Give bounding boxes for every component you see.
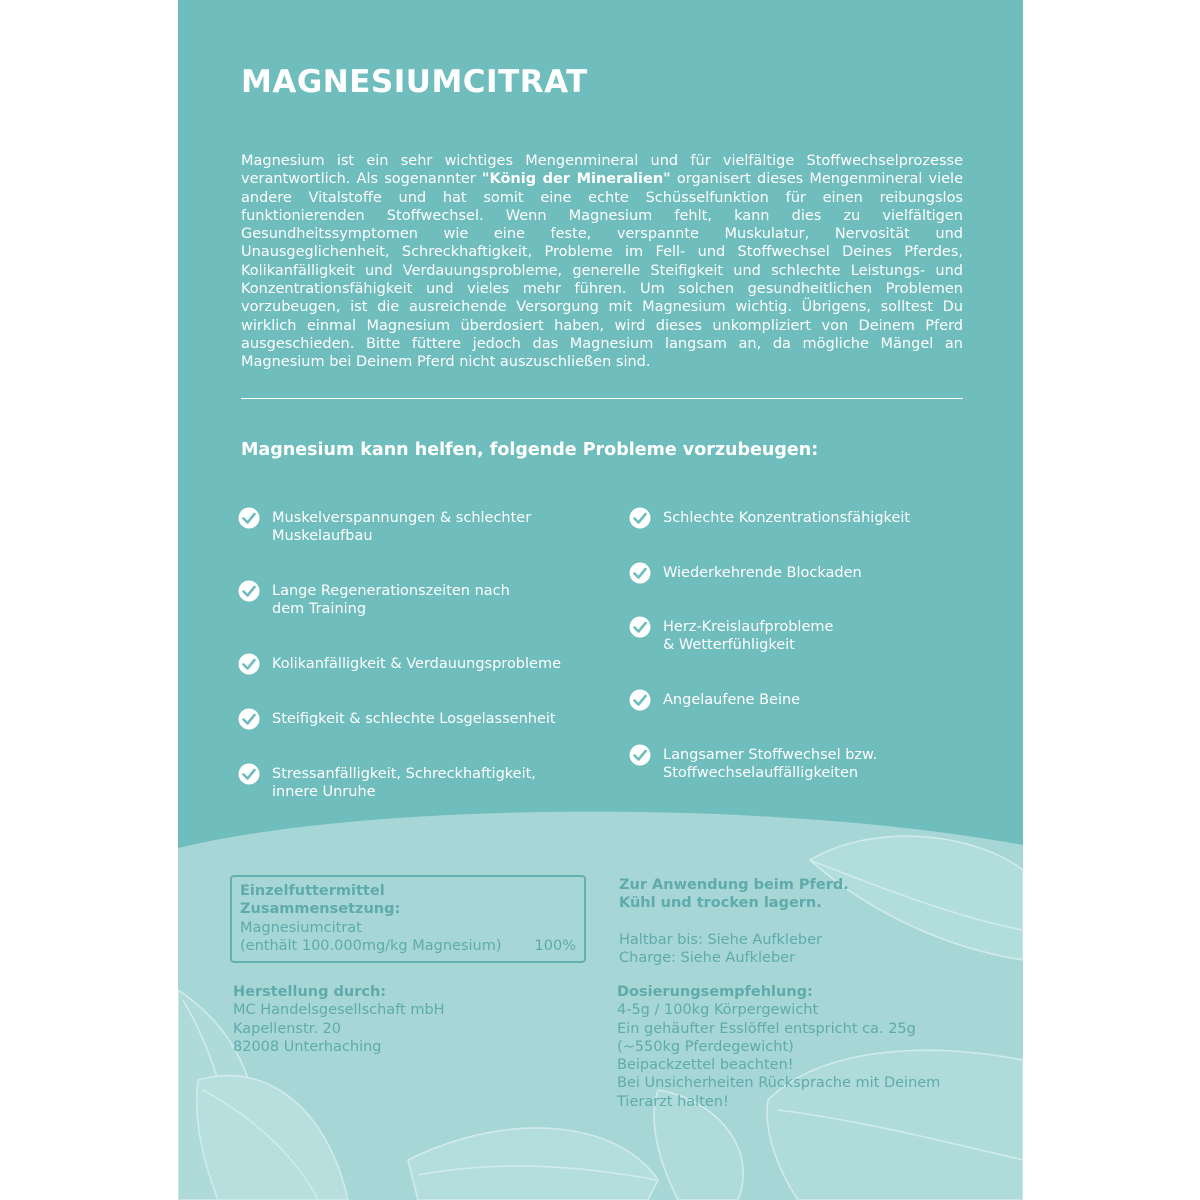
dosage-line: (~550kg Pferdegewicht) <box>617 1038 794 1055</box>
benefit-label: Stressanfälligkeit, Schreckhaftigkeit, innere Unruhe <box>272 766 536 800</box>
benefit-label: Lange Regenerationszeiten nach dem Training <box>272 583 510 617</box>
check-circle-icon <box>238 708 260 730</box>
manufacturer-line: 82008 Unterhaching <box>233 1038 382 1055</box>
product-label-panel <box>178 0 1023 1200</box>
dosage-block <box>617 983 940 1111</box>
check-circle-icon <box>238 507 260 529</box>
benefit-item <box>238 710 568 730</box>
batch-number: Charge: Siehe Aufkleber <box>619 949 796 966</box>
benefits-heading: Magnesium kann helfen, folgende Probleme vorzubeugen: <box>241 440 819 460</box>
composition-heading: Zusammensetzung: <box>240 901 401 918</box>
dosage-line: Bei Unsicherheiten Rücksprache mit Deinem <box>617 1075 941 1092</box>
feed-type: Einzelfuttermittel <box>240 883 385 899</box>
benefit-label: Langsamer Stoffwechsel bzw. Stoffwechselauffälligkeiten <box>663 747 878 781</box>
usage-block <box>619 876 849 967</box>
composition-detail: (enthält 100.000mg/kg Magnesium) <box>240 937 502 954</box>
benefit-item <box>629 618 849 654</box>
intro-paragraph <box>241 152 963 372</box>
check-circle-icon <box>629 562 651 584</box>
benefit-label: Herz-Kreislaufprobleme & Wetterfühligkeit <box>663 619 834 653</box>
benefit-label: Angelaufene Beine <box>663 692 801 708</box>
dosage-line: Tierarzt halten! <box>617 1093 729 1110</box>
benefit-label: Muskelverspannungen & schlechter Muskelaufbau <box>272 510 532 544</box>
intro-text-bold: "König der Mineralien" <box>481 171 671 188</box>
check-circle-icon <box>629 689 651 711</box>
benefit-item <box>629 691 929 711</box>
dosage-line: Beipackzettel beachten! <box>617 1057 794 1074</box>
check-circle-icon <box>238 763 260 785</box>
dosage-line: Ein gehäufter Esslöffel entspricht ca. 25g <box>617 1020 916 1037</box>
benefit-item <box>238 509 538 545</box>
composition-percent: 100% <box>534 937 576 954</box>
manufacturer-heading: Herstellung durch: <box>233 984 387 1000</box>
usage-line: Zur Anwendung beim Pferd. <box>619 877 849 893</box>
shelf-life: Haltbar bis: Siehe Aufkleber <box>619 931 822 948</box>
composition-ingredient: Magnesiumcitrat <box>240 919 362 936</box>
product-title: MAGNESIUMCITRAT <box>241 64 588 100</box>
benefit-label: Wiederkehrende Blockaden <box>663 565 862 581</box>
composition-detail-row <box>240 937 576 955</box>
check-circle-icon <box>629 507 651 529</box>
benefit-label: Schlechte Konzentrationsfähigkeit <box>663 510 911 526</box>
benefit-item <box>238 765 538 801</box>
benefit-item <box>629 746 879 782</box>
benefit-item <box>238 655 568 675</box>
benefit-item <box>629 509 929 529</box>
check-circle-icon <box>238 653 260 675</box>
benefit-item <box>629 564 929 584</box>
intro-text-start: Magnesium ist ein sehr wichtiges Mengenmineral und für vielfältige Stoffwechselprozesse verantwortlich. Als sogenannter <box>241 153 963 188</box>
benefit-label: Steifigkeit & schlechte Losgelassenheit <box>272 711 556 727</box>
storage-line: Kühl und trocken lagern. <box>619 895 822 912</box>
manufacturer-line: Kapellenstr. 20 <box>233 1020 341 1037</box>
composition-box <box>230 875 586 963</box>
dosage-heading: Dosierungsempfehlung: <box>617 984 813 1000</box>
manufacturer-line: MC Handelsgesellschaft mbH <box>233 1002 445 1019</box>
check-circle-icon <box>629 616 651 638</box>
benefit-label: Kolikanfälligkeit & Verdauungsprobleme <box>272 656 562 672</box>
section-divider <box>241 398 963 399</box>
manufacturer-block <box>233 983 445 1056</box>
benefit-item <box>238 582 538 618</box>
intro-text-end: organisert dieses Mengenmineral viele andere Vitalstoffe und hat somit eine echte Schüsselfunktion für einen reibungslos funktionierenden Stoffwechsel. Wenn Magnesium fehlt, kann dies zu vielfältigen Gesundheitssymptomen wie eine feste, verspannte Muskulatur, Nervosität und Unausgeglichenheit, Schreckhaftigkeit, Probleme im Fell- und Stoffwechsel Deines Pferdes, Kolikanfälligkeit und Verdauungsprobleme, generelle Steifigkeit und schlechte Leistungs- und Konzentrationsfähigkeit und vieles mehr führen. Um solchen gesundheitlichen Problemen vorzubeugen, ist die ausreichende Versorgung mit Magnesium wichtig. Übrigens, solltest Du wirklich einmal Magnesium überdosiert haben, wird dieses unkompliziert von Deinem Pferd ausgeschieden. Bitte füttere jedoch das Magnesium langsam an, da mögliche Mängel an Magnesium bei Deinem Pferd nicht auszuschließen sind. <box>241 171 964 371</box>
dosage-line: 4-5g / 100kg Körpergewicht <box>617 1002 819 1019</box>
check-circle-icon <box>238 580 260 602</box>
check-circle-icon <box>629 744 651 766</box>
